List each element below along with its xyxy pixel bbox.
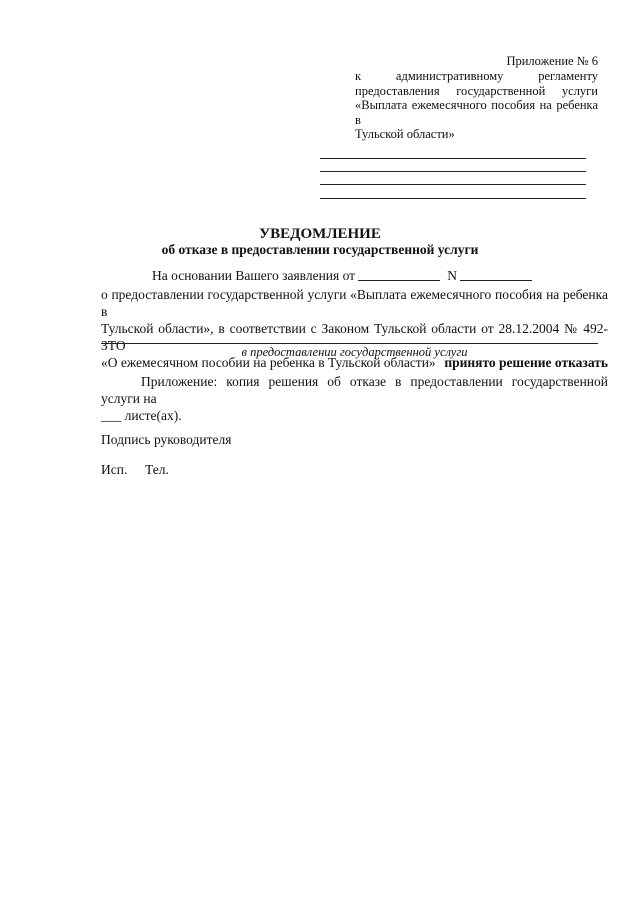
para-line-2: Тульской области», в соответствии с Законом Тульской области от 28.12.2004 № 492-ЗТО (101, 321, 608, 353)
number-sign: N (447, 268, 457, 283)
addressee-line (320, 198, 586, 199)
annex-word: регламенту (538, 69, 598, 83)
addressee-line (320, 184, 586, 185)
annex-reference (355, 69, 598, 142)
decision-line (101, 343, 598, 344)
annex-word: услуги (561, 83, 598, 98)
date-blank (358, 268, 440, 281)
addressee-line (320, 171, 586, 172)
annex-word: к (355, 69, 362, 83)
annex-word: предоставления (355, 83, 440, 98)
attachment-line-1: Приложение: копия решения об отказе в предоставлении государственной услуги на (101, 374, 608, 406)
number-blank (460, 268, 532, 281)
attachment-line-2: ___ листе(ах). (101, 408, 182, 423)
decision-text: принято решение отказать (444, 355, 608, 370)
addressee-line (320, 158, 586, 159)
application-reference (152, 268, 608, 284)
notice-title: УВЕДОМЛЕНИЕ (259, 226, 381, 242)
decision-caption: в предоставлении государственной услуги (241, 345, 468, 359)
signature-label: Подпись руководителя (101, 432, 232, 447)
annex-number: Приложение № 6 (506, 54, 598, 68)
annex-line-3: «Выплата ежемесячного пособия на ребенка в (355, 98, 598, 127)
executor-label: Исп. (101, 462, 128, 477)
notice-subtitle: об отказе в предоставлении государственной услуги (161, 242, 479, 257)
basis-prefix: На основании Вашего заявления от (152, 268, 356, 283)
annex-word: административному (395, 69, 504, 83)
annex-line-1 (355, 69, 598, 84)
law-title: «О ежемесячном пособии на ребенка в Тульской области» (101, 355, 436, 370)
annex-word: государственной (456, 83, 546, 98)
para-line-1: о предоставлении государственной услуги «Выплата ежемесячного пособия на ребенка в (101, 287, 608, 319)
attachment-note (101, 373, 608, 424)
annex-line-2 (355, 84, 598, 99)
annex-line-4: Тульской области» (355, 127, 455, 141)
phone-label: Тел. (145, 462, 169, 477)
